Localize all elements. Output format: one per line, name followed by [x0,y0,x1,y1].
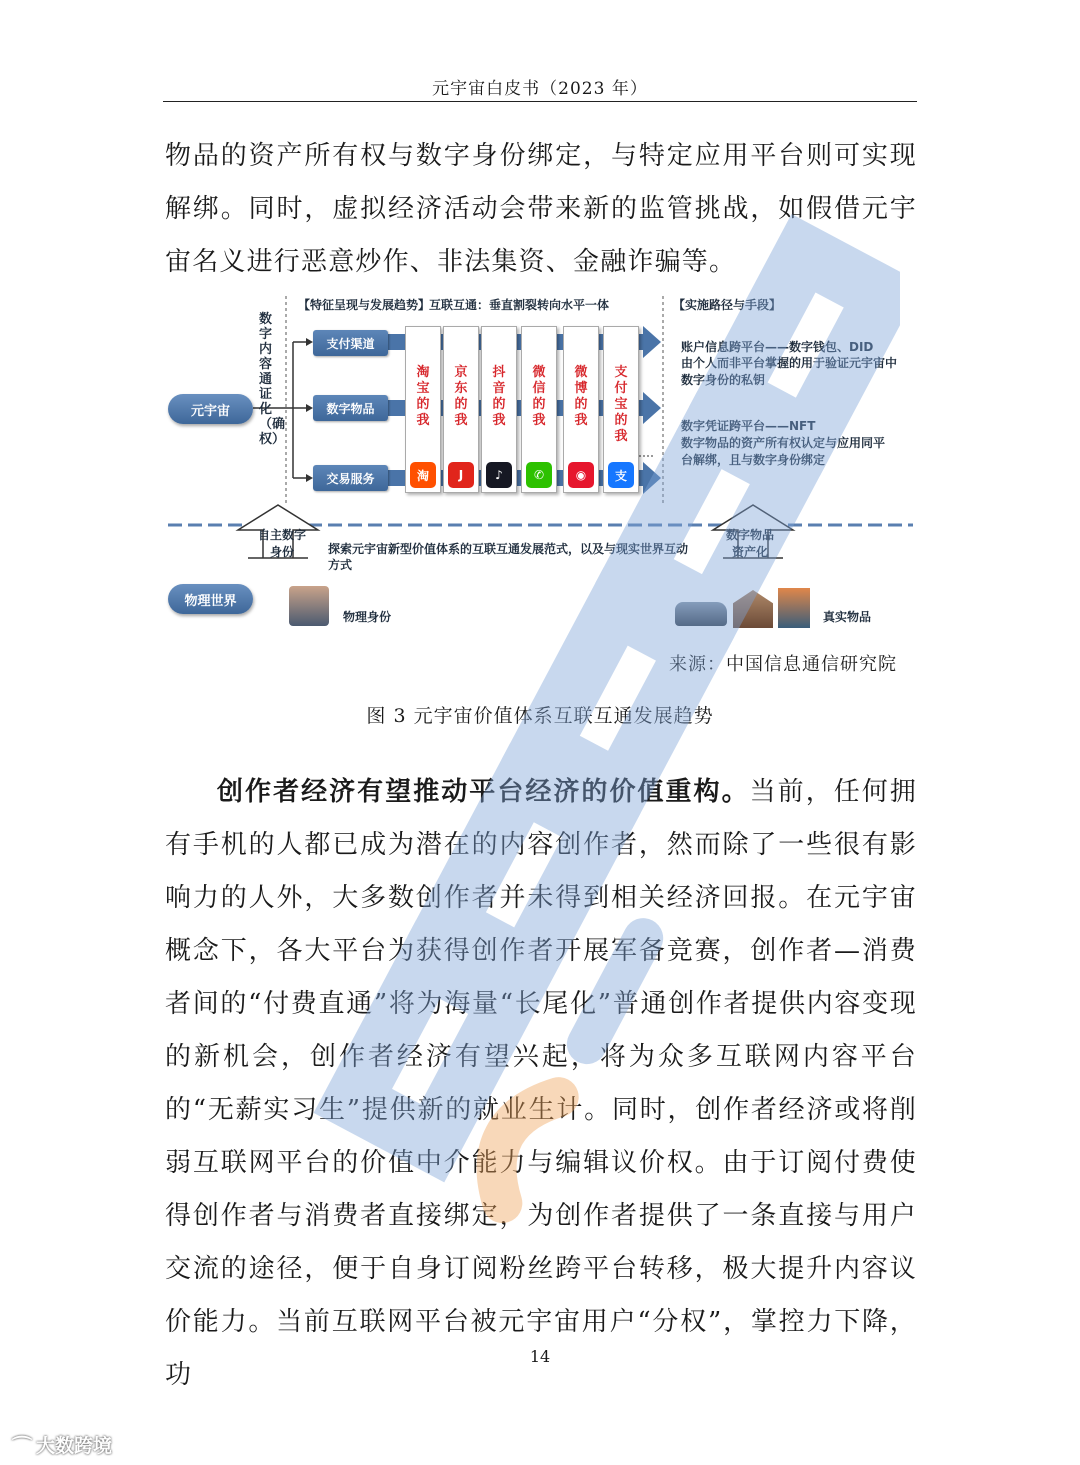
right-arrow-label: 数字物品资产化 [725,528,774,559]
figure-title-mid: 互联互通：垂直割裂转向水平一体 [429,298,610,312]
platform-label: 微博的我 [574,365,588,428]
explore-text: 探索元宇宙新型价值体系的互联互通发展范式，以及与现实世界互动方式 [328,542,689,572]
corner-logo [12,1430,112,1459]
page-number: 14 [529,1347,551,1366]
channel-digital-items: 数字物品 [313,395,388,421]
car-image [675,602,727,626]
real-items-label: 真实物品 [823,610,872,624]
right-block-2-title: 数字凭证跨平台——NFT [681,419,816,433]
platform-label: 淘宝的我 [416,365,430,428]
right-block-1-title: 账户信息跨平台——数字钱包、DID [681,340,874,354]
right-block-1-body: 由个人而非平台掌握的用于验证元宇宙中数字身份的私钥 [681,356,898,387]
platform-column-taobao [405,326,441,493]
painting-image [778,588,810,628]
speech-bubble-icon: ⌒ [12,1434,32,1458]
figure-caption: 图 3 元宇宙价值体系互联互通发展趋势 [366,705,714,727]
figure-title-left: 【特征呈现与发展趋势】 [298,298,431,312]
paragraph-main [165,766,917,1402]
jd-icon: J [448,462,474,488]
paragraph-lead: 创作者经济有望推动平台经济的价值重构。 [217,777,750,807]
alipay-icon: 支 [608,462,634,488]
taobao-icon: 淘 [410,462,436,488]
platform-label: 支付宝的我 [614,365,628,444]
platform-label: 微信的我 [532,365,546,428]
right-block-2-body: 数字物品的资产所有权认定与应用同平台解绑，且与数字身份绑定 [681,436,886,467]
metaverse-pill: 元宇宙 [168,394,253,424]
figure-title-right: 【实施路径与手段】 [673,298,782,312]
page-header-title: 元宇宙白皮书（2023 年） [432,79,648,99]
wechat-icon: ✆ [526,462,552,488]
platform-column-weibo [563,326,599,493]
channel-trading: 交易服务 [313,465,388,491]
header-rule [163,101,917,102]
douyin-icon: ♪ [486,462,512,488]
channel-payment: 支付渠道 [313,330,388,356]
weibo-icon: ◉ [568,462,594,488]
person-photo [289,586,329,626]
platform-label: 抖音的我 [492,365,506,428]
figure-diagram [163,290,918,635]
figure-source: 来源：中国信息通信研究院 [669,654,897,675]
paragraph-top: 物品的资产所有权与数字身份绑定，与特定应用平台则可实现解绑。同时，虚拟经济活动会带来新的监管挑战，如假借元宇宙名义进行恶意炒作、非法集资、金融诈骗等。 [165,141,917,277]
platform-column-douyin [481,326,517,493]
vertical-label: 数字内容通证化（确权） [259,312,286,447]
physical-identity-label: 物理身份 [343,610,392,624]
left-arrow-label: 自主数字身份 [257,528,306,559]
platform-column-alipay [603,326,639,493]
physical-world-pill: 物理世界 [168,584,253,614]
platform-label: 京东的我 [454,365,468,428]
paragraph-body: 当前，任何拥有手机的人都已成为潜在的内容创作者，然而除了一些很有影响力的人外，大多数创作者并未得到相关经济回报。在元宇宙概念下，各大平台为获得创作者开展军备竞赛，创作者—消费者间的“付费直通”将为海量“长尾化”普通创作者提供内容变现的新机会，创作者经济有望兴起，将为众多互联网内容平台的“无薪实习生”提供新的就业生计。同时，创作者经济或将削弱互联网平台的价值中介能力与编辑议价权。由于订阅付费使得创作者与消费者直接绑定，为创作者提供了一条直接与用户交流的途径，便于自身订阅粉丝跨平台转移，极大提升内容议价能力。当前互联网平台被元宇宙用户“分权”，掌控力下降，功 [165,777,917,1390]
corner-logo-text: 大数跨境 [36,1435,113,1457]
platform-column-wechat [521,326,557,493]
platform-column-jd [443,326,479,493]
